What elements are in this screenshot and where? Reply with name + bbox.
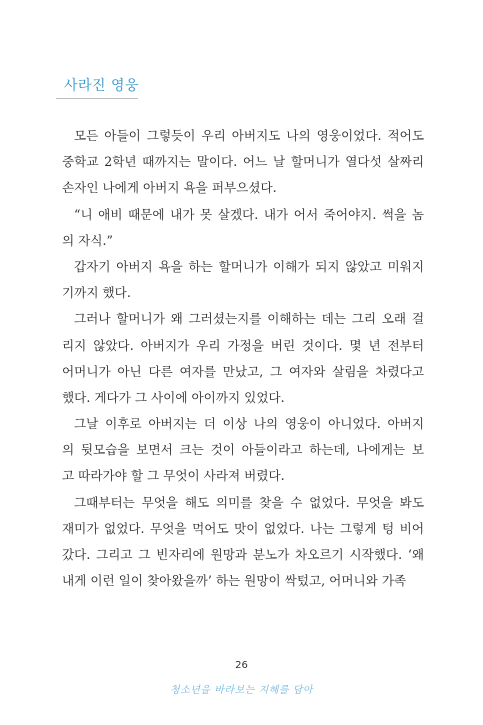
text-line: 리지 않았다. 아버지가 우리 가정을 버린 것이다. 몇 년 전부터 — [62, 337, 424, 353]
text-line: 고 따라가야 할 그 무엇이 사라져 버렸다. — [62, 468, 285, 484]
text-line: 했다. 게다가 그 사이에 아이까지 있었다. — [62, 389, 285, 405]
text-line: 그때부터는 무엇을 해도 의미를 찾을 수 없었다. 무엇을 봐도 — [74, 494, 424, 510]
running-footer: 청소년을 바라보는 지혜를 담아 — [169, 685, 314, 696]
paragraph — [62, 490, 424, 595]
paragraph — [62, 411, 424, 490]
text-line: 어머니가 아닌 다른 여자를 만났고, 그 여자와 살림을 차렸다고 — [62, 363, 424, 379]
paragraph — [62, 123, 424, 202]
text-line: 재미가 없었다. 무엇을 먹어도 맛이 없었다. 나는 그렇게 텅 비어 — [62, 520, 424, 536]
text-line: 의 뒷모습을 보면서 크는 것이 아들이라고 하는데, 나에게는 보 — [62, 442, 424, 458]
text-line: 그날 이후로 아버지는 더 이상 나의 영웅이 아니었다. 아버지 — [74, 416, 424, 432]
text-line: 중학교 2학년 때까지는 말이다. 어느 날 할머니가 열다섯 살짜리 — [62, 154, 424, 170]
text-line: 갔다. 그리고 그 빈자리에 원망과 분노가 차오르기 시작했다. ‘왜 — [62, 547, 424, 562]
title-underline — [56, 98, 138, 99]
paragraph — [62, 202, 424, 254]
page-number: 26 — [235, 660, 248, 671]
text-line: 그러나 할머니가 왜 그러셨는지를 이해하는 데는 그리 오래 걸 — [74, 311, 424, 327]
text-line: 갑자기 아버지 욕을 하는 할머니가 이해가 되지 않았고 미워지 — [74, 258, 424, 274]
chapter-title: 사라진 영웅 — [64, 78, 140, 94]
text-line: 손자인 나에게 아버지 욕을 퍼부으셨다. — [62, 180, 277, 196]
text-line: 기까지 했다. — [62, 285, 131, 301]
text-line: 의 자식.” — [62, 232, 113, 248]
text-line: 내게 이런 일이 찾아왔을까’ 하는 원망이 싹텄고, 어머니와 가족 — [62, 573, 407, 589]
paragraph — [62, 254, 424, 306]
text-line: “니 애비 때문에 내가 못 살겠다. 내가 어서 죽어야지. 썩을 놈 — [74, 206, 424, 222]
text-line: 모든 아들이 그렇듯이 우리 아버지도 나의 영웅이었다. 적어도 — [74, 128, 424, 143]
body-text — [62, 123, 424, 594]
paragraph — [62, 306, 424, 411]
